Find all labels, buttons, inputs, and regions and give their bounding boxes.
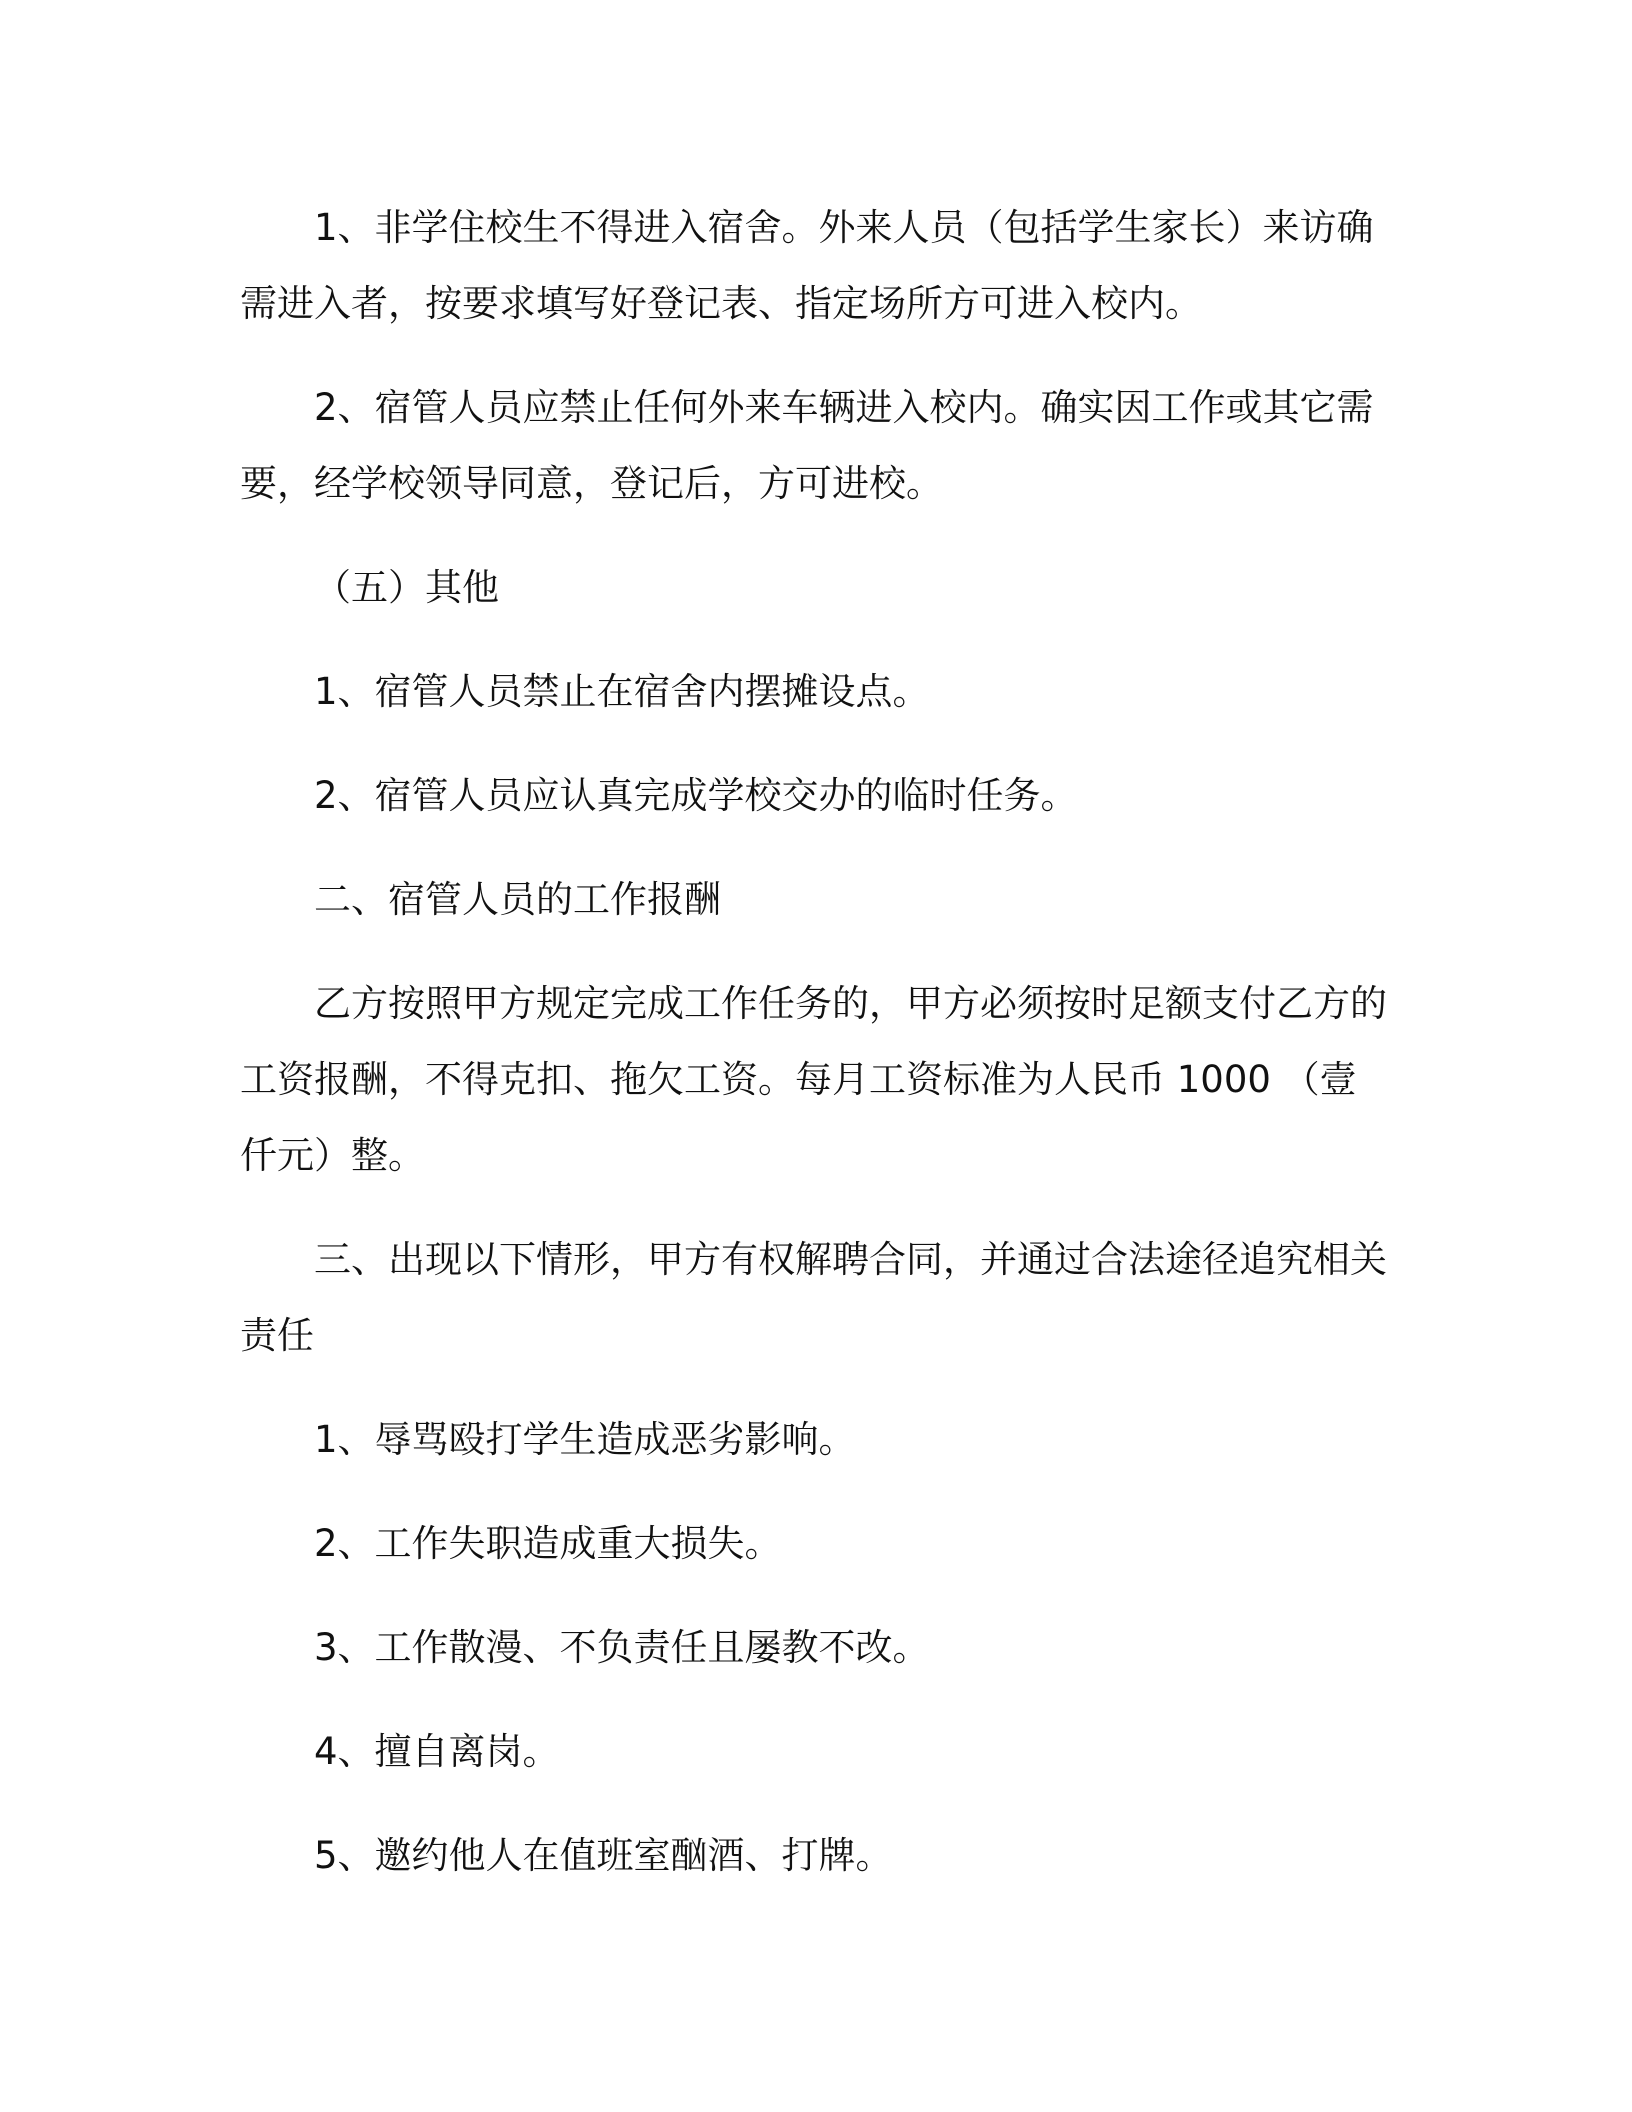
section-heading-termination: 三、出现以下情形，甲方有权解聘合同，并通过合法途径追究相关责任 — [240, 1238, 1387, 1357]
list-item-drinking: 5、邀约他人在值班室酗酒、打牌。 — [314, 1834, 893, 1877]
list-item-negligence: 2、工作失职造成重大损失。 — [314, 1522, 782, 1565]
section-heading-other: （五）其他 — [314, 566, 499, 609]
document-body — [240, 190, 1390, 1894]
paragraph-vehicle-rule: 2、宿管人员应禁止任何外来车辆进入校内。确实因工作或其它需要，经学校领导同意，登记后，方可进校。 — [240, 386, 1374, 505]
paragraph-temporary-tasks: 2、宿管人员应认真完成学校交办的临时任务。 — [314, 774, 1078, 817]
list-item-absence: 4、擅自离岗。 — [314, 1730, 560, 1773]
list-item-abuse: 1、辱骂殴打学生造成恶劣影响。 — [314, 1418, 856, 1461]
list-item-slack: 3、工作散漫、不负责任且屡教不改。 — [314, 1626, 930, 1669]
section-heading-compensation: 二、宿管人员的工作报酬 — [314, 878, 721, 921]
paragraph-salary: 乙方按照甲方规定完成工作任务的，甲方必须按时足额支付乙方的工资报酬，不得克扣、拖欠工资。每月工资标准为人民币 1000 （壹仟元）整。 — [240, 982, 1387, 1177]
paragraph-visitor-rule: 1、非学住校生不得进入宿舍。外来人员（包括学生家长）来访确需进入者，按要求填写好登记表、指定场所方可进入校内。 — [240, 206, 1374, 325]
paragraph-no-stalls: 1、宿管人员禁止在宿舍内摆摊设点。 — [314, 670, 930, 713]
